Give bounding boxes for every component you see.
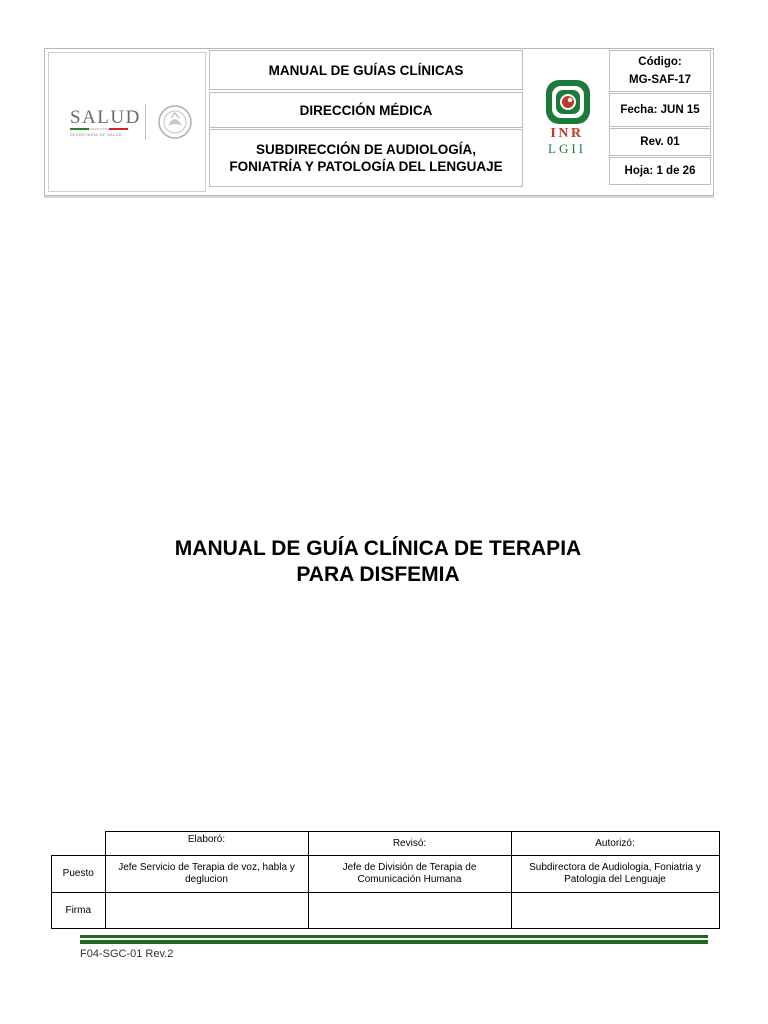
table-header-row xyxy=(52,832,720,856)
date-value: Fecha: JUN 15 xyxy=(620,104,700,116)
code-label: Código: xyxy=(638,56,682,68)
national-seal-icon xyxy=(156,100,194,144)
inr-logo-icon xyxy=(544,78,592,126)
row-label-firma: Firma xyxy=(52,893,106,929)
table-row xyxy=(52,893,720,929)
page-cell xyxy=(609,157,711,185)
date-cell xyxy=(609,93,711,127)
header-reviso: Revisó: xyxy=(308,832,511,856)
inr-logo-text: INR xyxy=(550,126,584,141)
lgii-logo-text: LGII xyxy=(548,141,586,156)
code-value: MG-SAF-17 xyxy=(629,74,691,86)
document-title-line-2: PARA DISFEMIA xyxy=(296,563,460,586)
document-title-line-1: MANUAL DE GUÍA CLÍNICA DE TERAPIA xyxy=(174,537,582,560)
firma-autorizo xyxy=(511,893,719,929)
manual-title: MANUAL DE GUÍAS CLÍNICAS xyxy=(268,62,464,78)
empty-corner-cell xyxy=(52,832,106,856)
direction-cell xyxy=(209,92,523,128)
manual-title-cell xyxy=(209,50,523,90)
firma-elaboro xyxy=(105,893,308,929)
salud-flag-bar xyxy=(70,128,128,130)
footer-rule xyxy=(80,935,708,944)
puesto-reviso: Jefe de División de Terapia de Comunicación Humana xyxy=(308,856,511,893)
code-cell xyxy=(609,50,711,92)
direction-title: DIRECCIÓN MÉDICA xyxy=(299,102,433,118)
signature-table xyxy=(51,831,720,929)
header-elaboro: Elaboró: xyxy=(105,832,308,856)
revision-cell xyxy=(609,128,711,156)
logo-divider xyxy=(145,104,146,140)
salud-logo-text: SALUD xyxy=(70,107,141,128)
footer-form-code: F04-SGC-01 Rev.2 xyxy=(80,948,174,960)
subdirection-line-1: SUBDIRECCIÓN DE AUDIOLOGÍA, xyxy=(255,142,476,157)
subdirection-cell xyxy=(209,129,523,187)
document-title xyxy=(0,536,756,588)
row-label-puesto: Puesto xyxy=(52,856,106,893)
puesto-autorizo: Subdirectora de Audiologia, Foniatria y Patologia del Lenguaje xyxy=(511,856,719,893)
header-autorizo: Autorizó: xyxy=(511,832,719,856)
subdirection-line-2: FONIATRÍA Y PATOLOGÍA DEL LENGUAJE xyxy=(229,159,503,174)
puesto-elaboro: Jefe Servicio de Terapia de voz, habla y deglucion xyxy=(105,856,308,893)
page-value: Hoja: 1 de 26 xyxy=(624,165,696,177)
salud-subtitle: SECRETARÍA DE SALUD xyxy=(70,132,122,137)
firma-reviso xyxy=(308,893,511,929)
revision-value: Rev. 01 xyxy=(640,136,680,148)
table-row xyxy=(52,856,720,893)
